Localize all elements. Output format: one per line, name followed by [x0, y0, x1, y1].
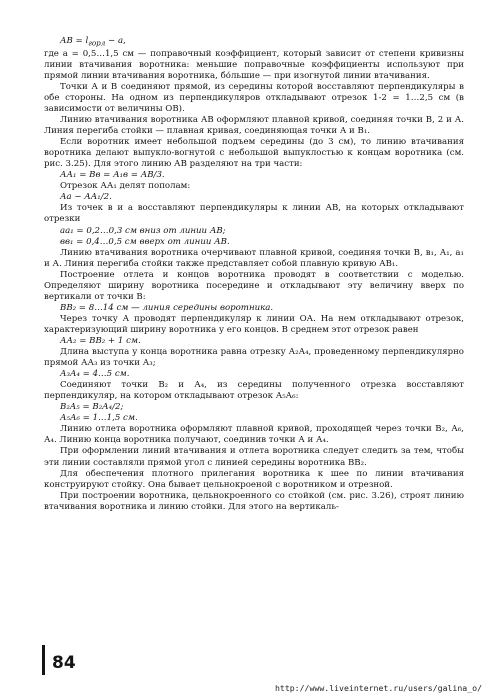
formula-ab — [44, 36, 464, 49]
paragraph-3: Линию втачивания воротника АВ оформляют плавной кривой, соединяя точки В, 2 и А. Линия перегиба стойки — плавная кривая, соединяющая точки А и В₁. — [44, 115, 464, 137]
page-text — [44, 36, 464, 513]
paragraph-15: При построении воротника, цельнокроенного со стойкой (см. рис. 3.26), строят линию втачивания воротника и линию стойки. Для этого на вертикаль- — [44, 490, 464, 512]
formula-5: ВВ₂ = 8…14 см — линия середины воротника. — [60, 302, 274, 313]
footer-url[interactable]: http://www.liveinternet.ru/users/galina_o/ — [274, 683, 482, 693]
paragraph-12: Линию отлета воротника оформляют плавной кривой, проходящей через точки В₂, А₆, А₄. Линию конца воротника получают, соединив точки А и А₄. — [44, 424, 464, 446]
paragraph-11: Соединяют точки В₂ и А₄, из середины полученного отрезка восставляют перпендикуляр, на котором откладывают отрезок А₅А₆: — [44, 380, 464, 402]
paragraph-2: Точки А и В соединяют прямой, из середины которой восставляют перпендикуляры в обе стороны. На одном из перпендикуляров откладывают отрезок 1-2 = 1…2,5 см (в зависимости от величины ОВ). — [44, 81, 464, 114]
formula-ab-main: АВ = l — [60, 36, 89, 46]
paragraph-9: Через точку А проводят перпендикуляр к линии ОА. На нем откладывают отрезок, характеризующий ширину воротника у его концов. В среднем этот отрезок равен — [44, 313, 464, 335]
paragraph-8: Построение отлета и концов воротника проводят в соответствии с моделью. Определяют ширину воротника посередине и откладывают эту величину вверх по вертикали от точки В: — [44, 269, 464, 302]
paragraph-10: Длина выступа у конца воротника равна отрезку А₂А₄, проведенному перпендикулярно прямой АА₃ из точки А₃; — [44, 347, 464, 369]
paragraph-14: Для обеспечения плотного прилегания воротника к шее по линии втачивания конструируют стойку. Она бывает цельнокроеной с воротником и отрезной. — [44, 468, 464, 490]
page-number-bar — [42, 645, 45, 675]
formula-ab-subscript: горл — [88, 38, 106, 48]
paragraph-6: Из точек в и а восставляют перпендикуляры к линии АВ, на которых откладывают отрезки — [44, 203, 464, 225]
paragraph-5: Отрезок АА₁ делят пополам: — [60, 181, 191, 192]
page-number: 84 — [52, 653, 76, 673]
formula-9: А₅А₆ = 1…1,5 см. — [60, 413, 138, 424]
paragraph-4: Если воротник имеет небольшой подъем середины (до 3 см), то линию втачивания воротника делают выпукло-вогнутой с небольшой выпуклостью к концам воротника (см. рис. 3.25). Для этого линию АВ разделяют на три части: — [44, 137, 464, 170]
formula-4: вв₁ = 0,4…0,5 см вверх от линии АВ. — [60, 236, 230, 247]
paragraph-1: где a = 0,5…1,5 см — поправочный коэффициент, который зависит от степени кривизны линии втачивания воротника: меньшие поправочные коэффициенты используют при прямой линии втачивания воротника, бо́льшие — при изогнутой линии втачивания. — [44, 48, 464, 81]
formula-3: аа₁ = 0,2…0,3 см вниз от линии АВ; — [60, 225, 226, 236]
formula-8: В₂А₅ = В₂А₄/2; — [60, 402, 124, 413]
formula-6: АА₂ = ВВ₂ + 1 см. — [60, 335, 141, 346]
formula-7: А₃А₄ = 4…5 см. — [60, 369, 130, 380]
formula-ab-tail: − а, — [105, 36, 126, 46]
paragraph-13: При оформлении линий втачивания и отлета воротника следует следить за тем, чтобы эти линии составляли прямой угол с линией середины воротника ВВ₂. — [44, 446, 464, 468]
formula-1: АА₁ = Вв = А₁в = АВ/3. — [60, 170, 165, 181]
formula-2: Аа − АА₁/2. — [60, 192, 112, 203]
paragraph-7: Линию втачивания воротника очерчивают плавной кривой, соединяя точки В, в₁, А₁, а₁ и А. Линия перегиба стойки также представляет собой плавную кривую АВ₁. — [44, 247, 464, 269]
